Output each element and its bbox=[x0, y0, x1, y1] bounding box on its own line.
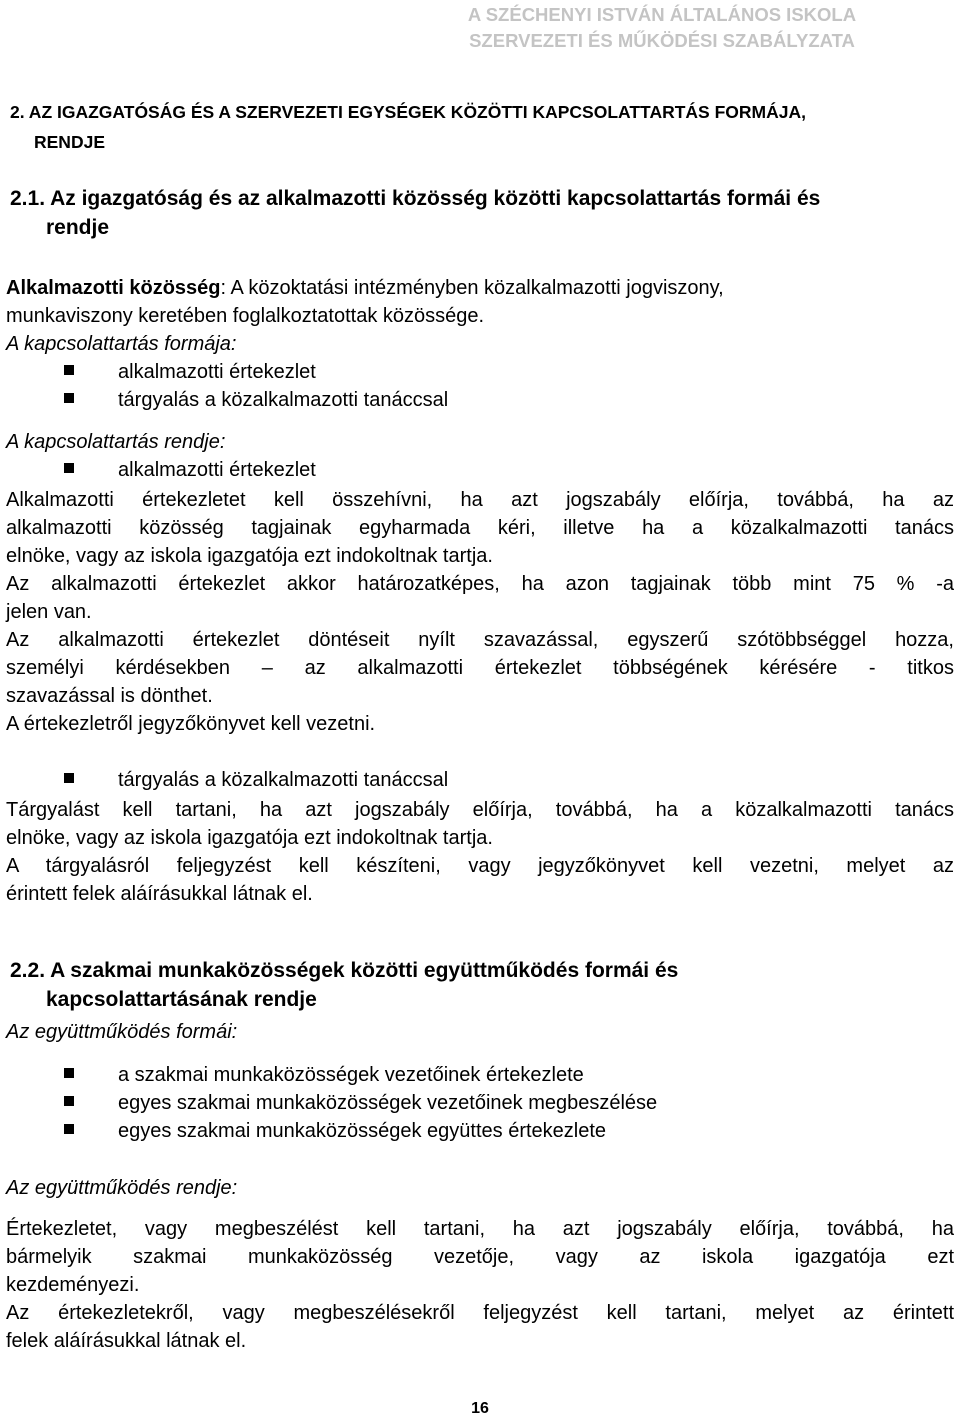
paragraph-line: jelen van. bbox=[6, 601, 92, 623]
bullet-icon bbox=[64, 1096, 74, 1106]
cooperation-form-item: a szakmai munkaközösségek vezetőinek értekezlete bbox=[118, 1064, 584, 1086]
paragraph-line: A tárgyalásról feljegyzést kell készíteni, vagy jegyzőkönyvet kell vezetni, melyet az bbox=[6, 855, 954, 877]
section-2-title-line1: 2. AZ IGAZGATÓSÁG ÉS A SZERVEZETI EGYSÉGEK KÖZÖTTI KAPCSOLATTARTÁS FORMÁJA, bbox=[10, 102, 806, 122]
definition-line1 bbox=[6, 274, 954, 302]
paragraph-line: Alkalmazotti értekezletet kell összehívni, ha azt jogszabály előírja, továbbá, ha az bbox=[6, 489, 954, 511]
header-school-name: A SZÉCHENYI ISTVÁN ÁLTALÁNOS ISKOLA bbox=[467, 4, 857, 25]
paragraph-line: elnöke, vagy az iskola igazgatója ezt indokoltnak tartja. bbox=[6, 827, 493, 849]
contact-order-label: A kapcsolattartás rendje: bbox=[6, 431, 226, 453]
paragraph-line: kezdeményezi. bbox=[6, 1274, 140, 1296]
contact-form-item: tárgyalás a közalkalmazotti tanáccsal bbox=[118, 389, 449, 411]
cooperation-form-item: egyes szakmai munkaközösségek vezetőinek megbeszélése bbox=[118, 1092, 658, 1114]
page-number: 16 bbox=[471, 1400, 489, 1417]
contact-forms-label: A kapcsolattartás formája: bbox=[6, 333, 237, 355]
section-2-title-line2: RENDJE bbox=[34, 132, 105, 152]
subsection-2-1-title-line2: rendje bbox=[46, 216, 110, 239]
bullet-icon bbox=[64, 773, 74, 783]
paragraph-line: felek aláírásukkal látnak el. bbox=[6, 1330, 247, 1352]
definition-term: Alkalmazotti közösség bbox=[6, 277, 221, 299]
bullet-icon bbox=[64, 1124, 74, 1134]
paragraph-line: érintett felek aláírásukkal látnak el. bbox=[6, 883, 313, 905]
paragraph-line: Az értekezletekről, vagy megbeszélésekről feljegyzést kell tartani, melyet az érintett bbox=[6, 1302, 954, 1324]
subsection-2-2-title-line1: 2.2. A szakmai munkaközösségek közötti együttműködés formái és bbox=[10, 959, 679, 982]
paragraph-line: szavazással is dönthet. bbox=[6, 685, 213, 707]
paragraph-line: Értekezletet, vagy megbeszélést kell tartani, ha azt jogszabály előírja, továbbá, ha bbox=[6, 1218, 954, 1240]
bullet-icon bbox=[64, 393, 74, 403]
contact-form-item: alkalmazotti értekezlet bbox=[118, 361, 316, 383]
paragraph-line: A értekezletről jegyzőkönyvet kell vezetni. bbox=[6, 713, 376, 735]
bullet-icon bbox=[64, 365, 74, 375]
contact-order-item: alkalmazotti értekezlet bbox=[118, 459, 316, 481]
bullet-icon bbox=[64, 1068, 74, 1078]
paragraph-line: személyi kérdésekben – az alkalmazotti értekezlet többségének kérésére - titkos bbox=[6, 657, 954, 679]
document-header bbox=[382, 2, 942, 54]
cooperation-order-label: Az együttműködés rendje: bbox=[6, 1177, 238, 1199]
bullet-icon bbox=[64, 463, 74, 473]
subsection-2-1-title-line1: 2.1. Az igazgatóság és az alkalmazotti közösség közötti kapcsolattartás formái és bbox=[10, 187, 821, 210]
definition-text: : A közoktatási intézményben közalkalmazotti jogviszony, bbox=[220, 277, 724, 299]
cooperation-form-item: egyes szakmai munkaközösségek együttes értekezlete bbox=[118, 1120, 607, 1142]
paragraph-line: Az alkalmazotti értekezlet akkor határozatképes, ha azon tagjainak több mint 75 % -a bbox=[6, 573, 954, 595]
paragraph-line: Az alkalmazotti értekezlet döntéseit nyílt szavazással, egyszerű szótöbbséggel hozza, bbox=[6, 629, 954, 651]
paragraph-line: Tárgyalást kell tartani, ha azt jogszabály előírja, továbbá, ha a közalkalmazotti tanács bbox=[6, 799, 954, 821]
definition-line2: munkaviszony keretében foglalkoztatottak közössége. bbox=[6, 305, 485, 327]
subsection-2-2-title-line2: kapcsolattartásának rendje bbox=[46, 988, 317, 1011]
paragraph-line: bármelyik szakmai munkaközösség vezetője, vagy az iskola igazgatója ezt bbox=[6, 1246, 954, 1268]
header-document-title: SZERVEZETI ÉS MŰKÖDÉSI SZABÁLYZATA bbox=[469, 30, 855, 51]
cooperation-forms-label: Az együttműködés formái: bbox=[6, 1021, 238, 1043]
paragraph-line: elnöke, vagy az iskola igazgatója ezt indokoltnak tartja. bbox=[6, 545, 493, 567]
contact-order-item: tárgyalás a közalkalmazotti tanáccsal bbox=[118, 769, 449, 791]
paragraph-line: alkalmazotti közösség tagjainak egyharmada kéri, illetve ha a közalkalmazotti tanács bbox=[6, 517, 954, 539]
